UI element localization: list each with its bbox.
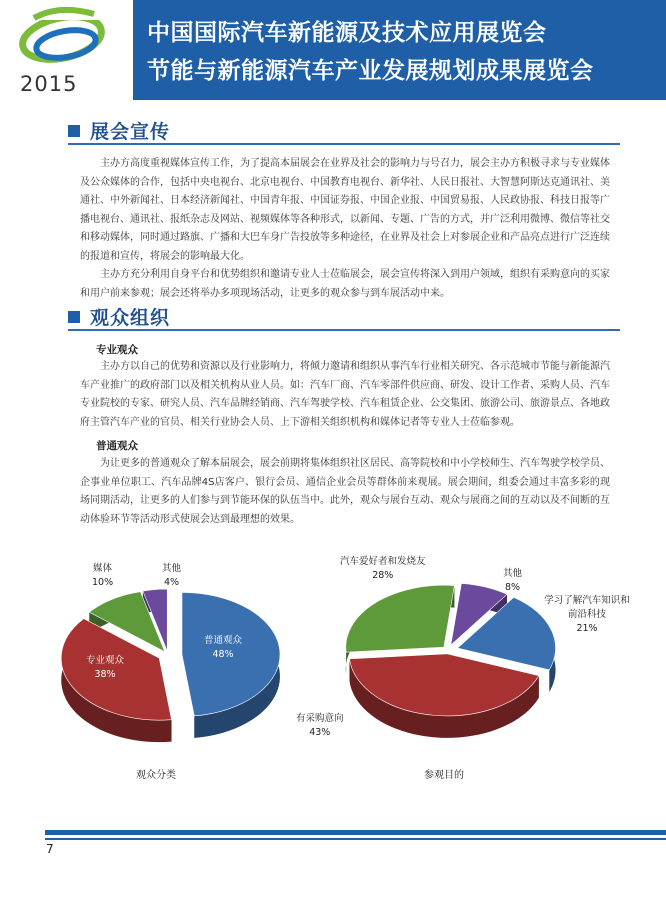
- slice-label-general: [204, 634, 242, 662]
- slice-value: 48%: [212, 649, 234, 660]
- slice-label-purchase: [296, 712, 344, 740]
- slice-value: 21%: [576, 623, 598, 634]
- slice-category: 有采购意向: [296, 713, 344, 724]
- section-title: 观众组织: [90, 307, 171, 329]
- paragraph: 主办方高度重视媒体宣传工作，为了提高本届展会在业界及社会的影响力与号召力，展会主办方积极寻求与专业媒体及公众媒体的合作，包括中央电视台、北京电视台、中国教育电视台、新华社、人民日报社、大智慧阿斯达克通讯社、美通社、中外新闻社、日本经济新闻社、中国青年报、中国证券报、中国企业报、中国贸易报、人民政协报、科技日报等广播电视台、通讯社、报纸杂志及网站、视频媒体等各种形式，以新闻、专题、广告的方式，并广泛利用微博、微信等社交和移动媒体，同时通过路旗、广播和大巴车身广告投放等多种途径，在业界及社会上对参展企业和产品亮点进行广泛连续的报道和宣传，将展会的影响最大化。: [80, 158, 610, 262]
- slice-category: 其他: [162, 563, 182, 574]
- slice-category: 专业观众: [86, 655, 125, 666]
- footer-rule: [45, 830, 666, 835]
- section-divider: [68, 329, 620, 331]
- slice-category: 汽车爱好者和发烧友: [340, 556, 426, 567]
- slice-value: 38%: [94, 669, 116, 680]
- pie-slice-3: [346, 585, 455, 652]
- heading-square-icon: [68, 311, 80, 323]
- footer-rule-thin: [45, 838, 666, 840]
- heading-square-icon: [68, 125, 80, 137]
- logo: [0, 0, 133, 100]
- subheading-professional: 专业观众: [96, 344, 138, 356]
- slice-label-professional: [86, 654, 124, 682]
- paragraph: 主办方充分利用自身平台和优势组织和邀请专业人士莅临展会，展会宣传将深入到用户领域，组织有采购意向的买家和用户前来参观；展会还将举办多项现场活动，让更多的观众参与到车展活动中来。: [80, 269, 610, 299]
- section-heading-publicity: [68, 117, 170, 144]
- slice-category: 普通观众: [204, 635, 243, 646]
- slice-value: 10%: [92, 577, 114, 588]
- chart-caption: 观众分类: [136, 770, 176, 781]
- section-title: 展会宣传: [90, 121, 171, 143]
- page-header: [0, 0, 666, 100]
- slice-label-other: [162, 562, 181, 590]
- slice-category: 学习了解汽车知识和前沿科技: [544, 595, 630, 620]
- public-body: [80, 455, 610, 529]
- section-heading-audience: [68, 303, 170, 330]
- visit-purpose-pie-chart: [330, 560, 570, 760]
- slice-label-enthusiast: [340, 555, 426, 583]
- section-divider: [68, 143, 620, 145]
- logo-year: 2015: [20, 72, 78, 96]
- chart-caption: 参观目的: [424, 770, 464, 781]
- slice-label-other2: [503, 567, 522, 595]
- professional-body: [80, 358, 610, 432]
- slice-value: 8%: [504, 582, 521, 593]
- expo-title-line2: 节能与新能源汽车产业发展规划成果展览会: [147, 58, 594, 84]
- slice-category: 媒体: [93, 563, 113, 574]
- slice-value: 28%: [372, 570, 394, 581]
- page-number: 7: [46, 842, 54, 856]
- paragraph: 为让更多的普通观众了解本届展会，展会前期将集体组织社区居民、高等院校和中小学校师生、汽车驾驶学校学员、企事业单位职工、汽车品牌4S店客户、银行会员、通信企业会员等群体前来观展。展会期间，组委会通过丰富多彩的现场同期活动，让更多的人们参与到节能环保的队伍当中。此外，观众与展台互动、观众与展商之间的互动以及不间断的互动体验环节等活动形式使展会达到最理想的效果。: [80, 458, 610, 525]
- publicity-body: [80, 155, 610, 303]
- paragraph: 主办方以自己的优势和资源以及行业影响力，将倾力邀请和组织从事汽车行业相关研究、各示范城市节能与新能源汽车产业推广的政府部门以及相关机构从业人员。如：汽车厂商、汽车零部件供应商、研发、设计工作者、采购人员、汽车专业院校的专家、研究人员、汽车品牌经销商、汽车驾驶学校、汽车租赁企业、公交集团、旅游公司、旅游景点、各地政府主管汽车产业的官员、相关行业协会人员、上下游相关组织机构和媒体记者等专业人士莅临参观。: [80, 361, 610, 428]
- slice-value: 4%: [163, 577, 180, 588]
- slice-label-media: [92, 562, 113, 590]
- subheading-public: 普通观众: [96, 440, 138, 452]
- title-band: [133, 0, 666, 100]
- expo-title-line1: 中国国际汽车新能源及技术应用展览会: [147, 20, 547, 46]
- slice-category: 其他: [503, 568, 523, 579]
- slice-value: 43%: [309, 727, 331, 738]
- slice-label-learning: [544, 594, 630, 636]
- logo-rings-icon: [14, 4, 114, 74]
